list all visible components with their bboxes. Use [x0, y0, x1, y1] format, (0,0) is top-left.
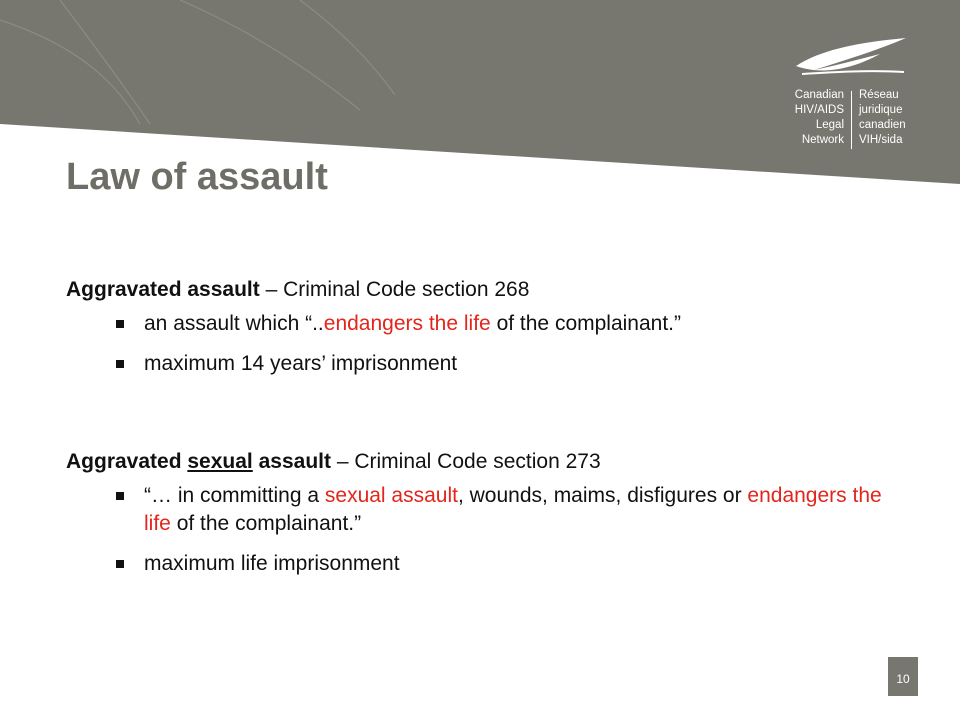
bullet-item	[66, 350, 896, 378]
bullet-text: maximum life imprisonment	[144, 552, 400, 575]
logo-text-french	[859, 88, 906, 148]
square-bullet-icon	[116, 492, 124, 500]
heading-bold: Aggravated assault	[66, 278, 260, 301]
heading-rest: – Criminal Code section 273	[330, 450, 601, 473]
page-number: 10	[888, 657, 918, 696]
heading-bold: assault	[252, 450, 331, 473]
square-bullet-icon	[116, 320, 124, 328]
bullet-item	[66, 550, 896, 578]
bullet-text: of the complainant.”	[490, 312, 682, 335]
bullet-list	[66, 482, 896, 578]
logo-line: Réseau	[859, 89, 899, 101]
bullet-item	[66, 482, 896, 538]
square-bullet-icon	[116, 560, 124, 568]
logo-line: Network	[801, 134, 844, 146]
swoosh-icon	[794, 36, 914, 84]
square-bullet-icon	[116, 360, 124, 368]
bullet-text: , wounds, maims, disfigures or	[457, 484, 748, 507]
logo-line: Legal	[815, 119, 844, 131]
logo-divider	[851, 91, 852, 149]
bullet-list	[66, 310, 896, 378]
section-heading-aggravated-sexual-assault	[66, 448, 896, 476]
heading-rest: – Criminal Code section 268	[259, 278, 530, 301]
slide-body	[66, 276, 896, 590]
logo-line: canadien	[859, 119, 906, 131]
bullet-text: maximum 14 years’ imprisonment	[144, 352, 458, 375]
highlighted-text: endangers the life	[144, 484, 882, 535]
highlighted-text: endangers the life	[323, 312, 491, 335]
bullet-text: an assault which “..	[144, 312, 324, 335]
organization-logo	[790, 36, 920, 156]
logo-line: VIH/sida	[859, 134, 903, 146]
highlighted-text: sexual assault	[324, 484, 458, 507]
bullet-text: “… in committing a	[144, 484, 325, 507]
heading-bold: Aggravated	[66, 450, 188, 473]
bullet-text: of the complainant.”	[170, 512, 362, 535]
logo-text-english	[790, 88, 844, 148]
logo-line: HIV/AIDS	[794, 104, 844, 116]
section-spacer	[66, 390, 896, 448]
heading-underlined: sexual	[187, 450, 253, 473]
logo-line: Canadian	[794, 89, 844, 101]
bullet-item	[66, 310, 896, 338]
section-heading-aggravated-assault	[66, 276, 896, 304]
logo-line: juridique	[859, 104, 903, 116]
slide-title: Law of assault	[66, 156, 328, 198]
